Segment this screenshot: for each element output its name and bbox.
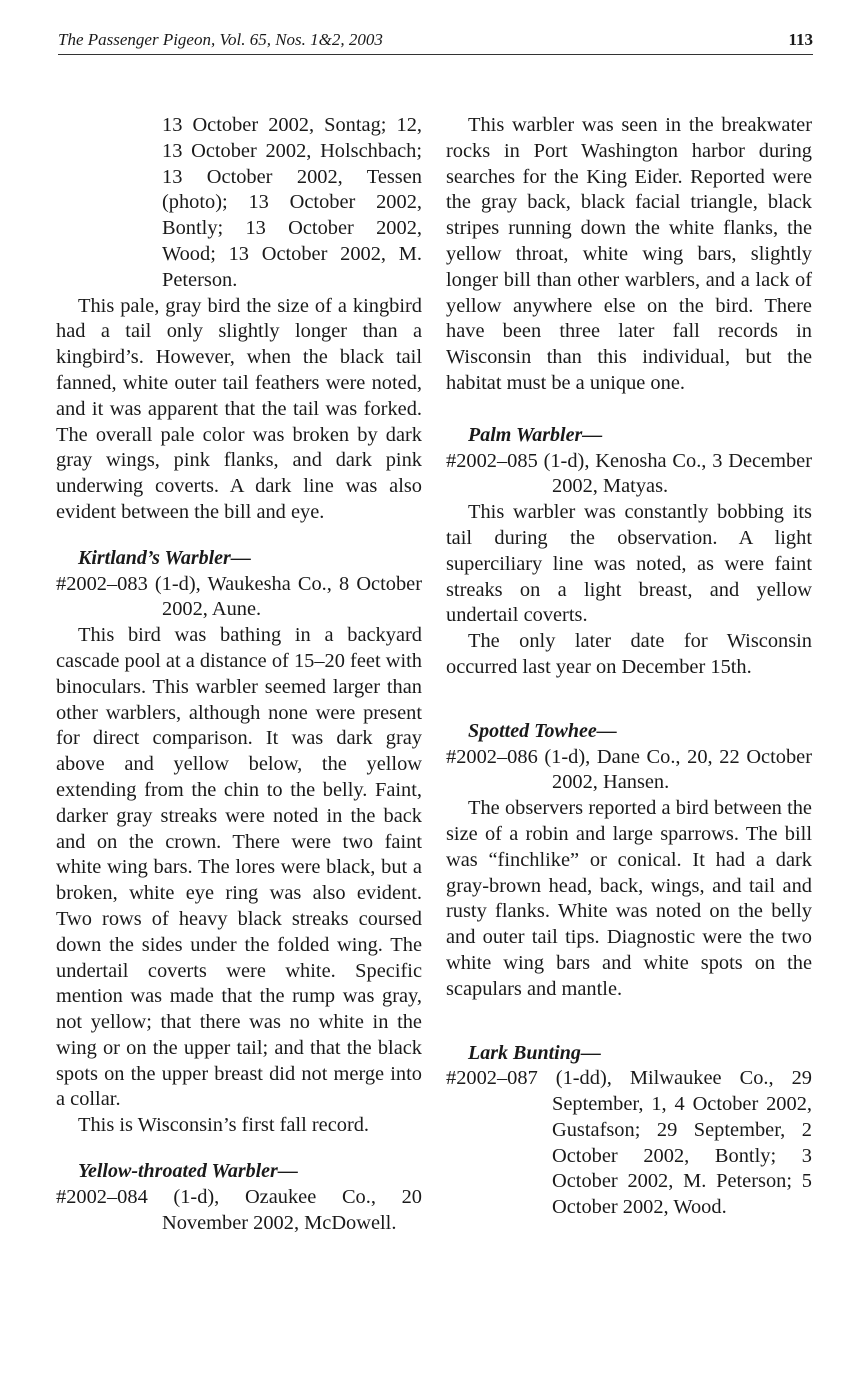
kirtland-note: This is Wisconsin’s first fall record.: [78, 1114, 370, 1137]
record-2002-085: #2002–085 (1-d), Kenosha Co., 3 December 2002, Matyas.: [446, 449, 812, 498]
palm-description: This warbler was constantly bobbing its tail during the observation. A light superciliary line was noted, as were faint streaks on a light breast, and yellow undertail coverts.: [446, 501, 812, 627]
continued-paragraph: This pale, gray bird the size of a kingbird had a tail only slightly longer than a kingbird’s. However, when the black tail fanned, white outer tail feathers were noted, and it was apparent that the tail was forked. The overall pale color was broken by dark gray wings, pink flanks, and dark pink underwing coverts. A dark line was also evident between the bill and eye.: [56, 294, 422, 523]
journal-citation: The Passenger Pigeon, Vol. 65, Nos. 1&2, 2003: [58, 30, 383, 49]
species-heading-yellow-throated-warbler: Yellow-throated Warbler—: [78, 1160, 298, 1183]
record-2002-084: #2002–084 (1-d), Ozaukee Co., 20 November 2002, McDowell.: [56, 1185, 422, 1234]
kirtland-description: This bird was bathing in a backyard cascade pool at a distance of 15–20 feet with binoculars. This warbler seemed larger than other warblers, although none were present for direct comparison. It was dark gray above and yellow below, the yellow extending from the chin to the belly. Faint, darker gray streaks were noted in the back and on the crown. There were two faint white wing bars. The lores were black, but a broken, white eye ring was also evident. Two rows of heavy black streaks coursed down the sides under the folded wing. The undertail coverts were white. Specific mention was made that the rump was gray, not yellow; that there was no white in the wing or on the upper tail; and that the black spots on the upper breast did not merge into a collar.: [56, 624, 422, 1111]
record-2002-083: #2002–083 (1-d), Waukesha Co., 8 October 2002, Aune.: [56, 572, 422, 621]
species-heading-lark-bunting: Lark Bunting—: [468, 1041, 601, 1064]
species-heading-palm-warbler: Palm Warbler—: [468, 423, 603, 446]
species-heading-spotted-towhee: Spotted Towhee—: [468, 719, 617, 742]
continued-record: 13 October 2002, Sontag; 12, 13 October 2002, Holschbach; 13 October 2002, Tessen (photo); 13 October 2002, Bontly; 13 October 2002, Wood; 13 October 2002, M. Peterson.: [162, 114, 422, 291]
species-heading-kirtlands-warbler: Kirtland’s Warbler—: [78, 546, 251, 569]
palm-note: The only later date for Wisconsin occurred last year on December 15th.: [446, 630, 812, 678]
record-2002-086: #2002–086 (1-d), Dane Co., 20, 22 October 2002, Hansen.: [446, 745, 812, 794]
left-column: [56, 113, 422, 1236]
record-2002-087: #2002–087 (1-dd), Milwaukee Co., 29 September, 1, 4 October 2002, Gustafson; 29 September, 2 October 2002, Bontly; 3 October 2002, M. Peterson; 5 October 2002, Wood.: [446, 1067, 812, 1219]
yellow-throated-description: This warbler was seen in the breakwater rocks in Port Washington harbor during searches for the King Eider. Reported were the gray back, black facial triangle, black stripes running down the white flanks, the yellow throat, white wing bars, slightly longer bill than other warblers, and a lack of yellow anywhere else on the bird. There have been three later fall records in Wisconsin than this individual, but the habitat must be a unique one.: [446, 114, 812, 394]
page-number: 113: [788, 30, 813, 49]
running-header: [58, 28, 813, 55]
right-column: [446, 113, 812, 1221]
towhee-description: The observers reported a bird between the size of a robin and large sparrows. The bill was “finchlike” or conical. It had a dark gray-brown head, back, wings, and tail and rusty flanks. White was noted on the belly and outer tail tips. Diagnostic were the two white wing bars and white spots on the scapulars and mantle.: [446, 797, 812, 1000]
